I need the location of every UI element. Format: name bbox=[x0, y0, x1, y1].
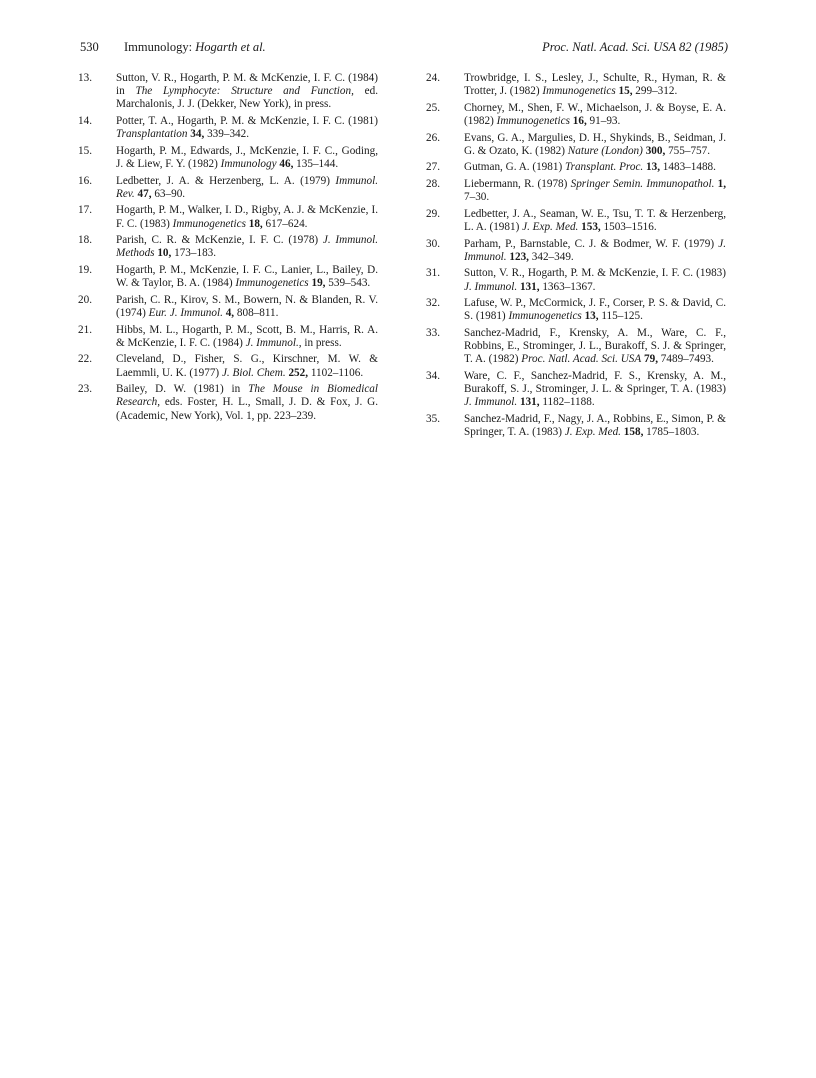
reference-source: Immunogenetics bbox=[235, 277, 309, 290]
reference-pages: 339–342. bbox=[207, 128, 250, 141]
reference-item bbox=[426, 102, 726, 128]
reference-source: Immunogenetics bbox=[542, 85, 616, 98]
reference-source: Transplant. Proc. bbox=[565, 161, 644, 174]
reference-source: The Mouse in Biomedical Research, bbox=[116, 383, 378, 409]
reference-volume: 47, bbox=[137, 187, 152, 200]
reference-source: J. Biol. Chem. bbox=[221, 366, 286, 379]
reference-source: J. Immunol., bbox=[245, 336, 302, 349]
reference-number: 17. bbox=[78, 204, 92, 217]
reference-item bbox=[78, 204, 378, 230]
reference-volume: 131, bbox=[519, 396, 540, 409]
reference-volume: 34, bbox=[190, 128, 205, 141]
journal-label: Immunology: bbox=[124, 40, 193, 54]
reference-volume: 123, bbox=[509, 250, 529, 263]
reference-authors: Hogarth, P. M., Walker, I. D., Rigby, A. J. & McKenzie, I. F. C. (1983) bbox=[116, 204, 378, 230]
reference-source: Springer Semin. Immunopathol. bbox=[570, 177, 715, 190]
reference-pages: 539–543. bbox=[328, 277, 371, 290]
reference-pages: 617–624. bbox=[265, 217, 308, 230]
reference-source: Eur. J. Immunol. bbox=[148, 306, 223, 319]
reference-item bbox=[78, 234, 378, 260]
reference-item bbox=[78, 145, 378, 171]
reference-authors: Sanchez-Madrid, F., Nagy, J. A., Robbins, E., Simon, P. & Springer, T. A. (1983) bbox=[464, 412, 726, 439]
reference-pages: 7–30. bbox=[464, 191, 490, 204]
reference-number: 27. bbox=[426, 161, 440, 174]
reference-item bbox=[426, 72, 726, 98]
reference-pages: 135–144. bbox=[296, 158, 339, 170]
reference-volume: 19, bbox=[311, 277, 326, 290]
page-number: 530 bbox=[80, 40, 99, 54]
reference-pages: 1785–1803. bbox=[646, 426, 700, 439]
reference-pages: 173–183. bbox=[174, 247, 217, 260]
reference-volume: 300, bbox=[645, 144, 666, 157]
reference-authors: Bailey, D. W. (1981) in bbox=[116, 383, 241, 396]
reference-item bbox=[426, 327, 726, 367]
reference-volume: 16, bbox=[572, 115, 587, 127]
reference-authors: Hogarth, P. M., McKenzie, I. F. C., Lanier, L., Bailey, D. W. & Taylor, B. A. (1984) bbox=[116, 263, 378, 290]
reference-authors: Parham, P., Barnstable, C. J. & Bodmer, W. F. (1979) bbox=[464, 237, 715, 250]
reference-authors: Sutton, V. R., Hogarth, P. M. & McKenzie, I. F. C. (1983) bbox=[464, 267, 726, 280]
reference-item bbox=[78, 383, 378, 423]
reference-item bbox=[426, 297, 726, 323]
reference-pages: 115–125. bbox=[601, 310, 643, 323]
reference-number: 32. bbox=[426, 297, 440, 310]
reference-volume: 79, bbox=[644, 353, 658, 366]
reference-pages: 1483–1488. bbox=[662, 161, 716, 174]
reference-source: Immunol. Rev. bbox=[116, 174, 378, 200]
reference-number: 18. bbox=[78, 234, 92, 247]
reference-item bbox=[78, 353, 378, 379]
running-head-authors: Hogarth et al. bbox=[195, 40, 266, 54]
reference-number: 22. bbox=[78, 353, 92, 366]
reference-pages: 91–93. bbox=[589, 115, 621, 127]
reference-pages: 808–811. bbox=[236, 306, 279, 319]
reference-item bbox=[426, 370, 726, 410]
reference-pages: in press. bbox=[304, 336, 342, 349]
reference-item bbox=[426, 238, 726, 264]
reference-source: Proc. Natl. Acad. Sci. USA bbox=[521, 353, 642, 366]
running-title: Proc. Natl. Acad. Sci. USA 82 (1985) bbox=[542, 40, 728, 54]
reference-volume: 15, bbox=[618, 85, 633, 98]
reference-volume: 158, bbox=[623, 426, 644, 439]
reference-item bbox=[426, 208, 726, 234]
reference-source: J. Exp. Med. bbox=[564, 426, 621, 439]
reference-number: 19. bbox=[78, 263, 92, 276]
reference-volume: 18, bbox=[248, 217, 263, 230]
reference-item bbox=[78, 324, 378, 350]
page-header bbox=[80, 40, 728, 60]
reference-authors: Parish, C. R. & McKenzie, I. F. C. (1978) bbox=[116, 234, 319, 247]
reference-authors: Parish, C. R., Kirov, S. M., Bowern, N. & Blanden, R. V. (1974) bbox=[116, 293, 378, 319]
reference-number: 34. bbox=[426, 369, 440, 382]
reference-item bbox=[78, 175, 378, 201]
reference-pages: 7489–7493. bbox=[660, 353, 714, 366]
reference-authors: Gutman, G. A. (1981) bbox=[464, 161, 563, 174]
reference-number: 35. bbox=[426, 412, 440, 425]
reference-number: 24. bbox=[426, 72, 440, 84]
reference-volume: 10, bbox=[157, 247, 172, 260]
reference-authors: Liebermann, R. (1978) bbox=[464, 177, 568, 190]
reference-pages: eds. Foster, H. L., Small, J. D. & Fox, J. G. (Academic, New York), Vol. 1, pp. 223–239. bbox=[116, 396, 379, 422]
reference-authors: Potter, T. A., Hogarth, P. M. & McKenzie, I. F. C. (1981) bbox=[116, 115, 378, 127]
reference-source: Nature (London) bbox=[567, 144, 643, 157]
reference-number: 16. bbox=[78, 174, 92, 187]
reference-pages: 342–349. bbox=[531, 250, 574, 263]
reference-authors: Lafuse, W. P., McCormick, J. F., Corser, P. S. & David, C. S. (1981) bbox=[464, 297, 726, 323]
reference-item bbox=[426, 161, 726, 174]
reference-source: J. Immunol. bbox=[464, 280, 518, 293]
reference-number: 25. bbox=[426, 101, 440, 114]
reference-pages: 299–312. bbox=[635, 85, 678, 98]
reference-number: 21. bbox=[78, 323, 92, 336]
reference-source: Immunogenetics bbox=[172, 217, 246, 230]
reference-item bbox=[426, 178, 726, 204]
reference-number: 30. bbox=[426, 237, 440, 250]
reference-pages: 63–90. bbox=[154, 187, 186, 200]
reference-authors: Chorney, M., Shen, F. W., Michaelson, J. & Boyse, E. A. (1982) bbox=[464, 101, 726, 127]
reference-number: 23. bbox=[78, 383, 92, 396]
reference-authors: Cleveland, D., Fisher, S. G., Kirschner, M. W. & Laemmli, U. K. (1977) bbox=[116, 353, 378, 379]
reference-authors: Sanchez-Madrid, F., Krensky, A. M., Ware, C. F., Robbins, E., Strominger, J. L., Burakoff, S. J. & Springer, T. A. (1982) bbox=[464, 326, 726, 366]
reference-source: The Lymphocyte: Structure and Function, bbox=[135, 85, 354, 98]
reference-pages: 1182–1188. bbox=[542, 396, 595, 409]
reference-volume: 153, bbox=[581, 220, 601, 233]
reference-authors: Ledbetter, J. A., Seaman, W. E., Tsu, T. T. & Herzenberg, L. A. (1981) bbox=[464, 207, 726, 233]
reference-pages: 1503–1516. bbox=[603, 220, 657, 233]
reference-number: 14. bbox=[78, 115, 92, 127]
reference-source: J. Immunol. Methods bbox=[116, 234, 378, 260]
reference-item bbox=[426, 413, 726, 439]
reference-item bbox=[78, 294, 378, 320]
reference-source: Transplantation bbox=[116, 128, 188, 141]
reference-item bbox=[78, 264, 378, 290]
reference-volume: 1, bbox=[717, 177, 726, 190]
reference-source: J. Immunol. bbox=[464, 396, 518, 409]
reference-volume: 4, bbox=[225, 306, 235, 319]
reference-volume: 131, bbox=[519, 280, 540, 293]
reference-number: 20. bbox=[78, 293, 92, 306]
reference-authors: Hibbs, M. L., Hogarth, P. M., Scott, B. M., Harris, R. A. & McKenzie, I. F. C. (1984) bbox=[116, 323, 378, 349]
reference-pages: 755–757. bbox=[668, 144, 711, 157]
reference-volume: 13, bbox=[646, 161, 660, 174]
references-column-left bbox=[78, 72, 378, 426]
reference-pages: 1102–1106. bbox=[310, 366, 364, 379]
reference-pages: ed. Marchalonis, J. J. (Dekker, New York), in press. bbox=[116, 85, 379, 111]
reference-source: Immunogenetics bbox=[508, 310, 582, 323]
reference-item bbox=[78, 115, 378, 141]
reference-number: 31. bbox=[426, 267, 440, 280]
reference-source: Immunology bbox=[220, 158, 277, 170]
reference-source: J. Immunol. bbox=[464, 237, 727, 263]
reference-item bbox=[426, 267, 726, 293]
references-column-right bbox=[426, 72, 726, 443]
reference-number: 29. bbox=[426, 207, 440, 220]
reference-number: 15. bbox=[78, 144, 92, 157]
reference-source: J. Exp. Med. bbox=[522, 220, 579, 233]
reference-authors: Trowbridge, I. S., Lesley, J., Schulte, R., Hyman, R. & Trotter, J. (1982) bbox=[464, 72, 726, 98]
reference-volume: 46, bbox=[279, 158, 294, 170]
reference-pages: 1363–1367. bbox=[542, 280, 596, 293]
reference-volume: 252, bbox=[288, 366, 309, 379]
running-head bbox=[124, 40, 266, 55]
reference-authors: Evans, G. A., Margulies, D. H., Shykinds, B., Seidman, J. G. & Ozato, K. (1982) bbox=[464, 131, 726, 157]
reference-item bbox=[78, 72, 378, 112]
reference-source: Immunogenetics bbox=[496, 115, 570, 127]
reference-volume: 13, bbox=[584, 310, 599, 323]
reference-number: 33. bbox=[426, 326, 440, 339]
reference-number: 28. bbox=[426, 177, 440, 190]
reference-authors: Hogarth, P. M., Edwards, J., McKenzie, I. F. C., Goding, J. & Liew, F. Y. (1982) bbox=[116, 144, 378, 170]
reference-number: 26. bbox=[426, 131, 440, 144]
reference-authors: Sutton, V. R., Hogarth, P. M. & McKenzie, I. F. C. (1984) in bbox=[116, 72, 378, 98]
reference-authors: Ware, C. F., Sanchez-Madrid, F. S., Krensky, A. M., Burakoff, S. J., Strominger, J. L. & Springer, T. A. (1983) bbox=[464, 369, 726, 396]
reference-authors: Ledbetter, J. A. & Herzenberg, L. A. (1979) bbox=[116, 174, 330, 187]
reference-number: 13. bbox=[78, 72, 92, 84]
reference-item bbox=[426, 132, 726, 158]
